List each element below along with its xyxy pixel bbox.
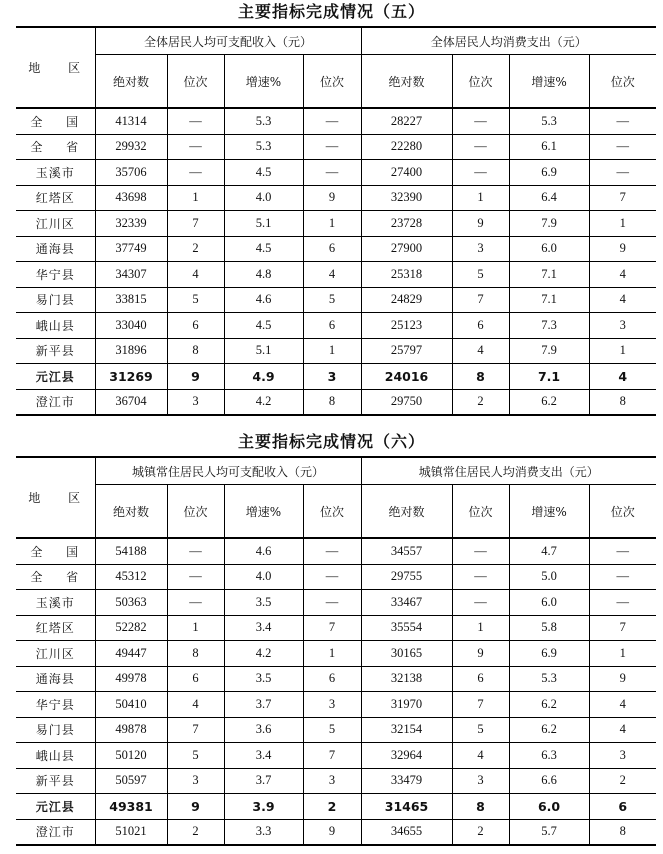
value-cell: 3	[303, 364, 361, 390]
value-cell: 6.9	[509, 641, 589, 667]
table-row	[16, 641, 656, 667]
table-row	[16, 819, 656, 845]
table-block-six	[0, 428, 663, 846]
value-cell: 9	[167, 364, 224, 390]
col-header-growth: 增速%	[509, 55, 589, 109]
value-cell: —	[452, 538, 509, 564]
table-body	[16, 108, 656, 415]
value-cell: 34307	[95, 262, 167, 288]
value-cell: 7.1	[509, 262, 589, 288]
indicator-table	[16, 456, 656, 846]
value-cell: 3	[167, 389, 224, 415]
value-cell: 4.2	[224, 641, 303, 667]
value-cell: 9	[452, 641, 509, 667]
value-cell: 3	[303, 692, 361, 718]
value-cell: 5	[167, 287, 224, 313]
value-cell: 6.1	[509, 134, 589, 160]
value-cell: 28227	[361, 108, 452, 134]
value-cell: 29750	[361, 389, 452, 415]
value-cell: 25318	[361, 262, 452, 288]
col-header-rank: 位次	[167, 55, 224, 109]
col-header-absolute: 绝对数	[361, 55, 452, 109]
value-cell: 7	[167, 717, 224, 743]
value-cell: 52282	[95, 615, 167, 641]
value-cell: 4.6	[224, 287, 303, 313]
value-cell: —	[167, 134, 224, 160]
value-cell: 24016	[361, 364, 452, 390]
table-row	[16, 134, 656, 160]
value-cell: 4	[589, 262, 656, 288]
value-cell: 7.1	[509, 364, 589, 390]
region-cell: 新平县	[16, 768, 95, 794]
value-cell: 7	[167, 211, 224, 237]
value-cell: 24829	[361, 287, 452, 313]
region-cell: 澄江市	[16, 389, 95, 415]
value-cell: 33040	[95, 313, 167, 339]
table-row	[16, 768, 656, 794]
value-cell: 37749	[95, 236, 167, 262]
value-cell: 4	[589, 287, 656, 313]
value-cell: 5	[303, 287, 361, 313]
value-cell: 30165	[361, 641, 452, 667]
table-row	[16, 564, 656, 590]
value-cell: 3.5	[224, 590, 303, 616]
value-cell: 6	[303, 313, 361, 339]
value-cell: —	[452, 108, 509, 134]
value-cell: 45312	[95, 564, 167, 590]
table-row	[16, 389, 656, 415]
value-cell: 5.1	[224, 338, 303, 364]
value-cell: —	[589, 160, 656, 186]
value-cell: 4.5	[224, 160, 303, 186]
value-cell: 25123	[361, 313, 452, 339]
col-header-rank: 位次	[452, 55, 509, 109]
value-cell: 6.2	[509, 692, 589, 718]
value-cell: 31465	[361, 794, 452, 820]
value-cell: —	[167, 160, 224, 186]
region-cell: 易门县	[16, 717, 95, 743]
table-row	[16, 313, 656, 339]
value-cell: 7	[303, 615, 361, 641]
value-cell: 7	[452, 287, 509, 313]
value-cell: 8	[452, 794, 509, 820]
value-cell: 2	[167, 819, 224, 845]
table-title: 主要指标完成情况（六）	[237, 432, 425, 451]
region-cell: 华宁县	[16, 692, 95, 718]
value-cell: —	[589, 134, 656, 160]
value-cell: 3.7	[224, 768, 303, 794]
value-cell: 3.4	[224, 743, 303, 769]
value-cell: 8	[589, 389, 656, 415]
value-cell: 4.0	[224, 564, 303, 590]
value-cell: 4	[167, 692, 224, 718]
value-cell: 5.8	[509, 615, 589, 641]
value-cell: —	[589, 590, 656, 616]
region-cell: 江川区	[16, 641, 95, 667]
value-cell: 3	[589, 313, 656, 339]
value-cell: 29755	[361, 564, 452, 590]
value-cell: 9	[167, 794, 224, 820]
table-row	[16, 262, 656, 288]
value-cell: —	[303, 590, 361, 616]
value-cell: 2	[452, 819, 509, 845]
value-cell: 4.6	[224, 538, 303, 564]
value-cell: 3	[167, 768, 224, 794]
value-cell: —	[167, 108, 224, 134]
value-cell: 33467	[361, 590, 452, 616]
value-cell: 49978	[95, 666, 167, 692]
value-cell: 9	[589, 666, 656, 692]
col-header-rank: 位次	[589, 485, 656, 539]
region-cell: 全 国	[16, 538, 95, 564]
value-cell: 6.0	[509, 590, 589, 616]
table-row	[16, 364, 656, 390]
value-cell: 3	[452, 768, 509, 794]
value-cell: 7	[589, 185, 656, 211]
value-cell: 4.2	[224, 389, 303, 415]
value-cell: 7.3	[509, 313, 589, 339]
table-row	[16, 666, 656, 692]
value-cell: —	[589, 538, 656, 564]
col-header-absolute: 绝对数	[361, 485, 452, 539]
value-cell: 7.9	[509, 338, 589, 364]
value-cell: 1	[303, 211, 361, 237]
value-cell: 7.1	[509, 287, 589, 313]
value-cell: 6	[589, 794, 656, 820]
value-cell: 6	[452, 313, 509, 339]
value-cell: 4.0	[224, 185, 303, 211]
table-row	[16, 236, 656, 262]
table-row	[16, 160, 656, 186]
col-header-rank: 位次	[452, 485, 509, 539]
value-cell: 25797	[361, 338, 452, 364]
table-row	[16, 615, 656, 641]
value-cell: 1	[452, 185, 509, 211]
value-cell: 27400	[361, 160, 452, 186]
value-cell: 4	[589, 692, 656, 718]
value-cell: —	[167, 538, 224, 564]
value-cell: 5.0	[509, 564, 589, 590]
value-cell: 9	[303, 819, 361, 845]
value-cell: 49878	[95, 717, 167, 743]
value-cell: —	[303, 564, 361, 590]
value-cell: 34655	[361, 819, 452, 845]
value-cell: 8	[167, 641, 224, 667]
value-cell: —	[303, 160, 361, 186]
group-header-income: 全体居民人均可支配收入（元）	[95, 27, 361, 55]
value-cell: 29932	[95, 134, 167, 160]
value-cell: —	[167, 590, 224, 616]
value-cell: 49381	[95, 794, 167, 820]
value-cell: —	[303, 538, 361, 564]
value-cell: 9	[303, 185, 361, 211]
value-cell: 2	[589, 768, 656, 794]
region-cell: 红塔区	[16, 185, 95, 211]
group-header-spending: 城镇常住居民人均消费支出（元）	[361, 457, 656, 485]
value-cell: 50363	[95, 590, 167, 616]
region-cell: 澄江市	[16, 819, 95, 845]
value-cell: 6	[452, 666, 509, 692]
value-cell: 2	[452, 389, 509, 415]
value-cell: 4	[452, 338, 509, 364]
value-cell: 6	[167, 666, 224, 692]
table-row	[16, 185, 656, 211]
value-cell: 3	[303, 768, 361, 794]
value-cell: 5.7	[509, 819, 589, 845]
value-cell: 33479	[361, 768, 452, 794]
region-cell: 通海县	[16, 236, 95, 262]
value-cell: 4	[589, 717, 656, 743]
value-cell: 31896	[95, 338, 167, 364]
value-cell: 32390	[361, 185, 452, 211]
value-cell: 27900	[361, 236, 452, 262]
value-cell: 1	[589, 641, 656, 667]
value-cell: —	[167, 564, 224, 590]
table-title: 主要指标完成情况（五）	[237, 2, 425, 21]
value-cell: —	[589, 108, 656, 134]
value-cell: 49447	[95, 641, 167, 667]
value-cell: 3.4	[224, 615, 303, 641]
region-cell: 易门县	[16, 287, 95, 313]
value-cell: 54188	[95, 538, 167, 564]
col-header-rank: 位次	[303, 55, 361, 109]
region-cell: 全 省	[16, 134, 95, 160]
value-cell: 4.8	[224, 262, 303, 288]
col-header-rank: 位次	[303, 485, 361, 539]
value-cell: 35554	[361, 615, 452, 641]
value-cell: 5.3	[509, 108, 589, 134]
value-cell: 8	[167, 338, 224, 364]
region-cell: 元江县	[16, 364, 95, 390]
region-cell: 玉溪市	[16, 160, 95, 186]
table-body	[16, 538, 656, 845]
value-cell: 1	[167, 615, 224, 641]
value-cell: 7	[303, 743, 361, 769]
value-cell: 4.5	[224, 313, 303, 339]
region-cell: 全 国	[16, 108, 95, 134]
region-cell: 玉溪市	[16, 590, 95, 616]
table-row	[16, 743, 656, 769]
value-cell: 8	[303, 389, 361, 415]
value-cell: 6.9	[509, 160, 589, 186]
value-cell: 4	[452, 743, 509, 769]
value-cell: 6	[303, 666, 361, 692]
value-cell: —	[452, 590, 509, 616]
value-cell: 4	[167, 262, 224, 288]
value-cell: 3.6	[224, 717, 303, 743]
table-row	[16, 287, 656, 313]
value-cell: 6.0	[509, 794, 589, 820]
value-cell: 51021	[95, 819, 167, 845]
table-row	[16, 717, 656, 743]
value-cell: 1	[589, 338, 656, 364]
region-cell: 峨山县	[16, 743, 95, 769]
col-header-rank: 位次	[589, 55, 656, 109]
table-row	[16, 338, 656, 364]
indicator-table	[16, 26, 656, 416]
value-cell: 32138	[361, 666, 452, 692]
value-cell: —	[452, 160, 509, 186]
value-cell: 4	[303, 262, 361, 288]
value-cell: 32154	[361, 717, 452, 743]
value-cell: 6.3	[509, 743, 589, 769]
value-cell: 9	[452, 211, 509, 237]
value-cell: 5.3	[224, 108, 303, 134]
table-row	[16, 794, 656, 820]
value-cell: —	[303, 134, 361, 160]
value-cell: 1	[167, 185, 224, 211]
value-cell: 7.9	[509, 211, 589, 237]
value-cell: 5	[452, 262, 509, 288]
value-cell: 6	[167, 313, 224, 339]
value-cell: 2	[167, 236, 224, 262]
value-cell: 31970	[361, 692, 452, 718]
value-cell: 32339	[95, 211, 167, 237]
value-cell: 6.0	[509, 236, 589, 262]
value-cell: —	[452, 134, 509, 160]
value-cell: 6.2	[509, 717, 589, 743]
col-header-growth: 增速%	[509, 485, 589, 539]
value-cell: 3	[452, 236, 509, 262]
region-cell: 江川区	[16, 211, 95, 237]
value-cell: 6	[303, 236, 361, 262]
value-cell: 5.3	[224, 134, 303, 160]
value-cell: 50410	[95, 692, 167, 718]
value-cell: 3	[589, 743, 656, 769]
region-cell: 峨山县	[16, 313, 95, 339]
value-cell: 2	[303, 794, 361, 820]
value-cell: 41314	[95, 108, 167, 134]
value-cell: 7	[589, 615, 656, 641]
value-cell: 4.7	[509, 538, 589, 564]
col-header-growth: 增速%	[224, 55, 303, 109]
value-cell: 4.5	[224, 236, 303, 262]
value-cell: 36704	[95, 389, 167, 415]
value-cell: —	[303, 108, 361, 134]
table-row	[16, 538, 656, 564]
value-cell: 4	[589, 364, 656, 390]
value-cell: 4.9	[224, 364, 303, 390]
table-row	[16, 692, 656, 718]
value-cell: 8	[452, 364, 509, 390]
region-cell: 新平县	[16, 338, 95, 364]
region-cell: 通海县	[16, 666, 95, 692]
table-row	[16, 108, 656, 134]
value-cell: 5.1	[224, 211, 303, 237]
region-cell: 全 省	[16, 564, 95, 590]
value-cell: 1	[589, 211, 656, 237]
col-header-growth: 增速%	[224, 485, 303, 539]
region-cell: 红塔区	[16, 615, 95, 641]
region-cell: 元江县	[16, 794, 95, 820]
value-cell: 6.2	[509, 389, 589, 415]
value-cell: 31269	[95, 364, 167, 390]
value-cell: 6.6	[509, 768, 589, 794]
value-cell: 1	[303, 641, 361, 667]
value-cell: 1	[452, 615, 509, 641]
value-cell: 3.3	[224, 819, 303, 845]
value-cell: 3.5	[224, 666, 303, 692]
region-header: 地 区	[16, 457, 95, 538]
value-cell: 32964	[361, 743, 452, 769]
value-cell: 34557	[361, 538, 452, 564]
value-cell: 3.9	[224, 794, 303, 820]
table-row	[16, 590, 656, 616]
region-cell: 华宁县	[16, 262, 95, 288]
value-cell: 1	[303, 338, 361, 364]
table-block-five	[0, 0, 663, 416]
value-cell: 50597	[95, 768, 167, 794]
value-cell: 50120	[95, 743, 167, 769]
group-header-spending: 全体居民人均消费支出（元）	[361, 27, 656, 55]
value-cell: 5	[303, 717, 361, 743]
value-cell: 8	[589, 819, 656, 845]
value-cell: 33815	[95, 287, 167, 313]
value-cell: 7	[452, 692, 509, 718]
value-cell: 22280	[361, 134, 452, 160]
value-cell: —	[589, 564, 656, 590]
value-cell: 9	[589, 236, 656, 262]
value-cell: 5	[167, 743, 224, 769]
col-header-absolute: 绝对数	[95, 485, 167, 539]
value-cell: 43698	[95, 185, 167, 211]
value-cell: 3.7	[224, 692, 303, 718]
region-header: 地 区	[16, 27, 95, 108]
col-header-absolute: 绝对数	[95, 55, 167, 109]
group-header-income: 城镇常住居民人均可支配收入（元）	[95, 457, 361, 485]
value-cell: 6.4	[509, 185, 589, 211]
col-header-rank: 位次	[167, 485, 224, 539]
value-cell: 35706	[95, 160, 167, 186]
value-cell: 23728	[361, 211, 452, 237]
value-cell: 5.3	[509, 666, 589, 692]
value-cell: —	[452, 564, 509, 590]
value-cell: 5	[452, 717, 509, 743]
table-row	[16, 211, 656, 237]
